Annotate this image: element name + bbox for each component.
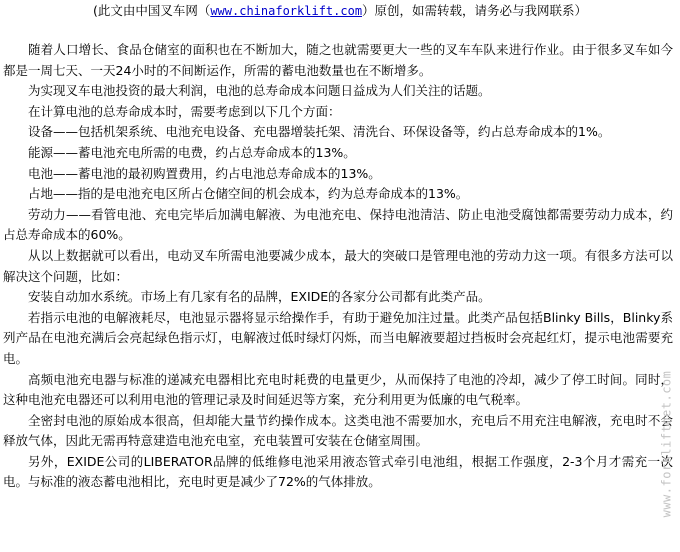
paragraph: 占地——指的是电池充电区所占仓储空间的机会成本，约为总寿命成本的13%。 (28, 186, 469, 202)
watermark (654, 354, 678, 534)
article-body (3, 40, 673, 493)
paragraph: 为实现叉车电池投资的最大利润，电池的总寿命成本问题日益成为人们关注的话题。 (28, 83, 491, 99)
paragraph: 另外，EXIDE公司的LIBERATOR品牌的低维修电池采用液态管式牵引电池组，根据工作强度，2-3个月才需充一次电。与标准的液态蓄电池相比，充电时更是减少了72%的气体排放。 (3, 453, 673, 490)
paragraph: 劳动力——看管电池、充电完毕后加满电解液、为电池充电、保持电池清洁、防止电池受腐蚀都需要劳动力成本，约占总寿命成本的60%。 (3, 206, 673, 243)
paragraph: 随着人口增长、食品仓储室的面积也在不断加大，随之也就需要更大一些的叉车车队来进行作业。由于很多叉车如今都是一周七天、一天24小时的不间断运作，所需的蓄电池数量也在不断增多。 (3, 42, 673, 78)
paragraph: 从以上数据就可以看出，电动叉车所需电池要减少成本，最大的突破口是管理电池的劳动力这一项。有很多方法可以解决这个问题，比如： (3, 247, 673, 284)
paragraph: 电池——蓄电池的最初购置费用，约占电池总寿命成本的13%。 (28, 165, 381, 181)
notice-prefix: (此文由中国叉车网（ (92, 3, 211, 18)
paragraph: 设备——包括机架系统、电池充电设备、充电器增装托架、清洗台、环保设备等，约占总寿命成本的1%。 (28, 124, 611, 140)
copyright-notice (0, 0, 680, 22)
paragraph: 全密封电池的原始成本很高，但却能大量节约操作成本。这类电池不需要加水，充电后不用充注电解液，充电时不会释放气体，因此无需再特意建造电池充电室，充电装置可安装在仓储室周围。 (3, 412, 673, 449)
paragraph: 能源——蓄电池充电所需的电费，约占总寿命成本的13%。 (28, 144, 356, 160)
paragraph: 高频电池充电器与标准的递减充电器相比充电时耗费的电量更少，从而保持了电池的冷却，减少了停工时间。同时，这种电池充电器还可以利用电池的管理记录及时间延迟等方案，充分利用更为低廉的电气税率。 (3, 371, 673, 408)
paragraph: 在计算电池的总寿命成本时，需要考虑到以下几个方面： (28, 103, 341, 119)
watermark-text: www.forkliftnet.com (659, 370, 673, 518)
paragraph: 若指示电池的电解液耗尽，电池显示器将显示给操作手，有助于避免加注过量。此类产品包括Blinky Bills，Blinky系列产品在电池充满后会亮起绿色指示灯，电解液过低时绿灯闪烁，而当电解液要超过挡板时会亮起红灯，提示电池需要充电。 (3, 309, 673, 366)
notice-suffix: ）原创，如需转载，请务必与我网联系） (362, 3, 588, 18)
site-link[interactable]: www.chinaforklift.com (210, 4, 363, 18)
paragraph: 安装自动加水系统。市场上有几家有名的品牌，EXIDE的各家分公司都有此类产品。 (28, 289, 491, 305)
